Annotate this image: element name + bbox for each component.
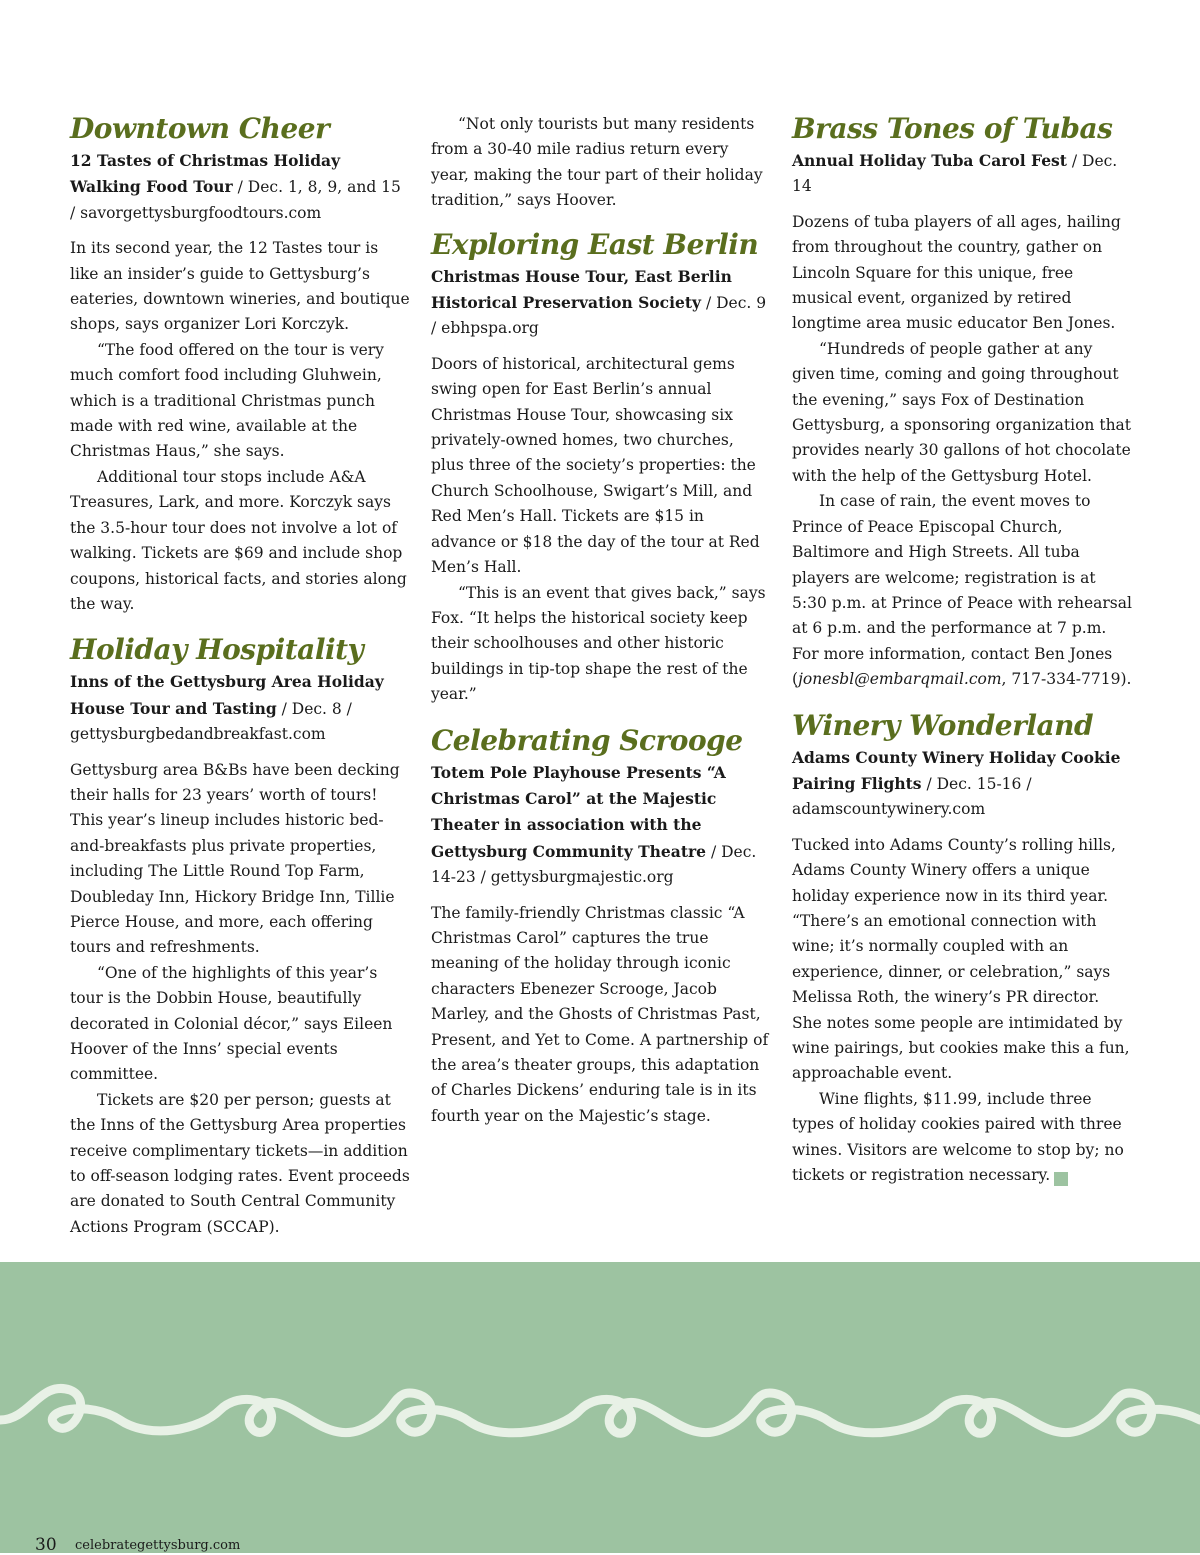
section-celebrating-scrooge — [431, 724, 771, 1130]
section-winery-wonderland — [792, 709, 1132, 1189]
section-holiday-hospitality — [70, 633, 410, 1240]
paragraph: Doors of historical, architectural gems swing open for East Berlin’s annual Christmas House Tour, showcasing six privately-owned homes, two churches, plus three of the society’s properties: the Church Schoolhouse, Swigart’s Mill, and Red Men’s Hall. Tickets are $15 in advance or $18 the day of the tour at Red Men’s Hall. — [431, 354, 760, 577]
paragraph: “The food offered on the tour is very much comfort food including Gluhwein, which is a traditional Christmas punch made with red wine, available at the Christmas Haus,” she says. — [70, 340, 384, 461]
footer-site-url: celebrategettysburg.com — [75, 1538, 241, 1553]
paragraph: “Not only tourists but many residents from a 30-40 mile radius return every year, making the tour part of their holiday tradition,” says Hoover. — [431, 115, 763, 210]
section-body — [792, 210, 1132, 693]
section-heading: Exploring East Berlin — [431, 227, 759, 261]
event-info — [431, 760, 771, 891]
section-body — [431, 352, 771, 708]
section-heading: Holiday Hospitality — [70, 633, 364, 667]
paragraph: Dozens of tuba players of all ages, hailing from throughout the country, gather on Lincoln Square for this unique, free musical event, organized by retired longtime area music educator Ben Jones. — [792, 212, 1121, 333]
column-right — [792, 112, 1132, 1204]
event-details: / Dec. 14 — [792, 152, 1118, 196]
event-info — [792, 148, 1132, 200]
event-title: Totem Pole Playhouse Presents “A Christmas Carol” at the Majestic Theater in association with the Gettysburg Community Theatre — [431, 762, 726, 861]
paragraph-text: , 717-334-7719). — [1001, 670, 1132, 689]
paragraph-text: Wine flights, $11.99, include three types of holiday cookies paired with three wines. Visitors are welcome to stop by; no tickets or registration necessary. — [792, 1089, 1124, 1185]
event-details: / Dec. 15-16 / adamscountywinery.com — [792, 774, 1032, 819]
paragraph: The family-friendly Christmas classic “A Christmas Carol” captures the true meaning of the holiday through iconic characters Ebenezer Scrooge, Jacob Marley, and the Ghosts of Christmas Past, Present, and Yet to Come. A partnership of the area’s theater groups, this adaptation of Charles Dickens’ enduring tale is in its fourth year on the Majestic’s stage. — [431, 903, 769, 1125]
paragraph: Additional tour stops include A&A Treasures, Lark, and more. Korczyk says the 3.5-hour tour does not involve a lot of walking. Tickets are $69 and include shop coupons, historical facts, and stories along the way. — [70, 467, 407, 613]
section-body — [70, 236, 410, 617]
paragraph: In its second year, the 12 Tastes tour is like an insider’s guide to Gettysburg’s eateries, downtown wineries, and boutique shops, says organizer Lori Korczyk. — [70, 239, 410, 334]
contact-email: jonesbl@embarqmail.com — [798, 670, 1002, 689]
swirl-ornament-icon — [0, 1360, 1200, 1470]
section-heading: Celebrating Scrooge — [431, 723, 743, 757]
paragraph: Tickets are $20 per person; guests at the Inns of the Gettysburg Area properties receive complimentary tickets—in addition to off-season lodging rates. Event proceeds are donated to South Central Community Actions Program (SCCAP). — [70, 1090, 410, 1236]
paragraph: “One of the highlights of this year’s tour is the Dobbin House, beautifully decorated in Colonial décor,” says Eileen Hoover of the Inns’ special events committee. — [70, 963, 393, 1084]
paragraph: “This is an event that gives back,” says Fox. “It helps the historical society keep their schoolhouses and other historic buildings in tip-top shape the rest of the year.” — [431, 583, 766, 704]
event-details: / Dec. 1, 8, 9, and 15 / savorgettysburgfoodtours.com — [70, 178, 401, 222]
event-info — [70, 669, 410, 747]
paragraph: Gettysburg area B&Bs have been decking their halls for 23 years’ worth of tours! This year’s lineup includes historic bed-and-breakfasts plus private properties, including The Little Round Top Farm, Doubleday Inn, Hickory Bridge Inn, Tillie Pierce House, and more, each offering tours and refreshments. — [70, 760, 400, 957]
section-body — [70, 758, 410, 1241]
event-info — [792, 745, 1132, 823]
paragraph — [792, 1087, 1132, 1189]
event-details: / Dec. 9 / ebhpspa.org — [431, 294, 767, 338]
section-body — [792, 833, 1132, 1189]
event-info — [70, 148, 410, 226]
column-middle — [431, 112, 771, 1145]
section-downtown-cheer — [70, 112, 410, 617]
section-brass-tones-of-tubas — [792, 112, 1132, 693]
section-heading: Brass Tones of Tubas — [792, 112, 1113, 145]
event-title: Christmas House Tour, East Berlin Historical Preservation Society — [431, 266, 732, 313]
column-left — [70, 112, 410, 1256]
paragraph — [792, 489, 1132, 692]
event-details: / Dec. 8 / gettysburgbedandbreakfast.com — [70, 699, 352, 744]
section-heading: Downtown Cheer — [70, 112, 330, 145]
section-heading: Winery Wonderland — [792, 708, 1094, 742]
paragraph-text: In case of rain, the event moves to Prince of Peace Episcopal Church, Baltimore and High Streets. All tuba players are welcome; registration is at 5:30 p.m. at Prince of Peace with rehearsal at 6 p.m. and the performance at 7 p.m. For more information, contact Ben Jones ( — [792, 492, 1132, 689]
event-details: / Dec. 14-23 / gettysburgmajestic.org — [431, 842, 757, 887]
section-body — [431, 901, 771, 1130]
event-title: Inns of the Gettysburg Area Holiday House Tour and Tasting — [70, 672, 384, 718]
paragraph: Tucked into Adams County’s rolling hills, Adams County Winery offers a unique holiday experience now in its third year. “There’s an emotional connection with wine; it’s normally coupled with an experience, dinner, or celebration,” says Melissa Roth, the winery’s PR director. She notes some people are intimidated by wine pairings, but cookies make this a fun, approachable event. — [792, 835, 1130, 1083]
page-number: 30 — [35, 1535, 57, 1555]
section-exploring-east-berlin — [431, 228, 771, 708]
event-title: 12 Tastes of Christmas Holiday Walking Food Tour — [70, 151, 341, 197]
event-title: Annual Holiday Tuba Carol Fest — [792, 151, 1067, 170]
event-info — [431, 264, 771, 342]
event-title: Adams County Winery Holiday Cookie Pairing Flights — [792, 747, 1121, 793]
end-mark-icon: g — [1054, 1172, 1068, 1186]
continued-text — [431, 112, 771, 214]
paragraph: “Hundreds of people gather at any given time, coming and going throughout the evening,” says Fox of Destination Gettysburg, a sponsoring organization that provides nearly 30 gallons of hot chocolate with the help of the Gettysburg Hotel. — [792, 339, 1132, 485]
